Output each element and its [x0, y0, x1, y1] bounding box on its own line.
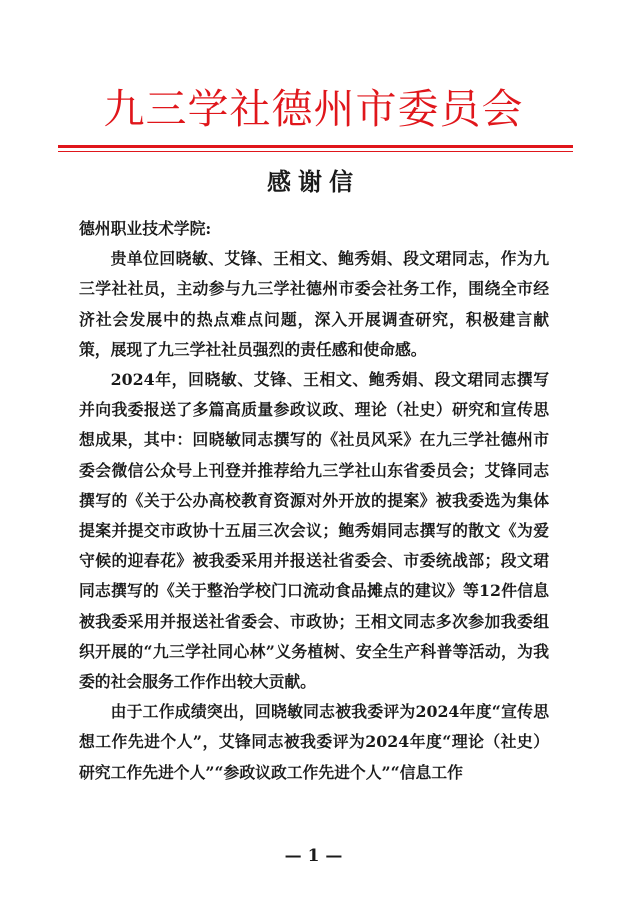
letterhead-rule-thin: [58, 151, 573, 152]
paragraph-3: 由于工作成绩突出，回晓敏同志被我委评为2024年度“宣传思想工作先进个人”，艾锋同志被我委评为2024年度“理论（社史）研究工作先进个人”“参政议政工作先进个人”“信息工作: [79, 702, 549, 782]
salutation: 德州职业技术学院:: [79, 219, 212, 238]
letterhead-rule-thick: [58, 145, 573, 148]
document-title: 感谢信: [267, 167, 360, 196]
paragraph-2: 2024年，回晓敏、艾锋、王相文、鲍秀娟、段文珺同志撰写并向我委报送了多篇高质量参政议政、理论（社史）研究和宣传思想成果，其中：回晓敏同志撰写的《社员风采》在九三学社德州市委会微信公众号上刊登并推荐给九三学社山东省委员会；艾锋同志撰写的《关于公办高校教育资源对外开放的提案》被我委选为集体提案并提交市政协十五届三次会议；鲍秀娟同志撰写的散文《为爱守候的迎春花》被我委采用并报送社省委会、市委统战部；段文珺同志撰写的《关于整治学校门口流动食品摊点的建议》等12件信息被我委采用并报送社省委会、市政协；王相文同志多次参加我委组织开展的“九三学社同心林”义务植树、安全生产科普等活动，为我委的社会服务工作作出较大贡献。: [79, 370, 549, 692]
paragraph-1: 贵单位回晓敏、艾锋、王相文、鲍秀娟、段文珺同志，作为九三学社社员，主动参与九三学社德州市委会社务工作，围绕全市经济社会发展中的热点难点问题，深入开展调查研究，积极建言献策，展现了九三学社社员强烈的责任感和使命感。: [79, 249, 549, 359]
letterhead-org-name: 九三学社德州市委员会: [103, 85, 524, 133]
letter-body: [79, 214, 549, 788]
page-number: — 1 —: [284, 846, 343, 866]
